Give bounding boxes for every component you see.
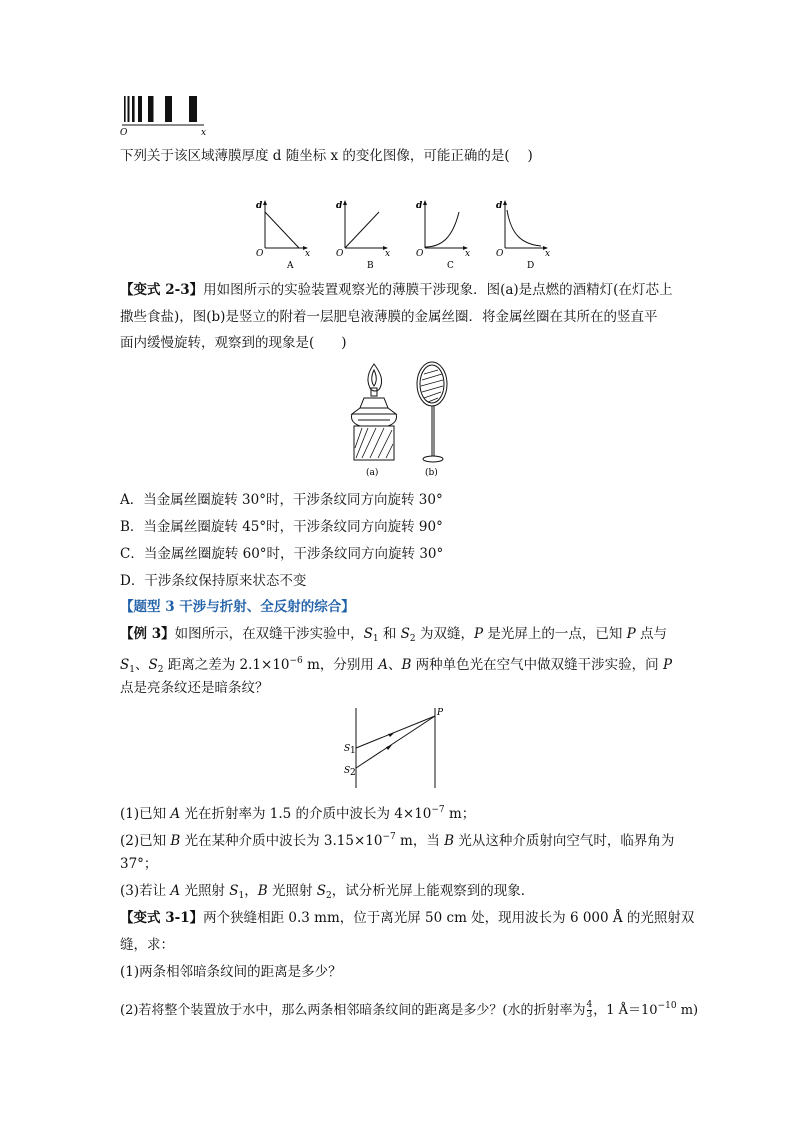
- variant-3-1-tag: 【变式 3-1】: [120, 910, 204, 926]
- graph-B: [335, 198, 393, 270]
- graph-D: [495, 198, 553, 270]
- graph-D-label: D: [527, 261, 535, 270]
- example-3-line1: 【例 3】如图所示，在双缝干涉实验中，$S_1$ 和 $S_2$ 为双缝，P 是光屏上的一点，已知 P 点与: [120, 626, 668, 644]
- graph-B-xlabel: x: [385, 249, 391, 259]
- variant-2-3-line1: [120, 280, 680, 300]
- example-3-q2-cont: 37°；: [120, 856, 158, 872]
- graph-A-xlabel: x: [305, 249, 311, 259]
- graph-C-label: C: [447, 261, 454, 270]
- ray-s1-arrow: [388, 733, 394, 737]
- graph-B-ylabel: d: [336, 201, 343, 211]
- variant-2-3-text1: 用如图所示的实验装置观察光的薄膜干涉现象．图(a)是点燃的酒精灯(在灯芯上: [203, 282, 673, 298]
- graph-C-curve: [425, 212, 459, 247]
- example-3-line2: $S_1$、$S_2$ 距离之差为 $2.1\times 10^{-6}$ m，分别用 A、B 两种单色光在空气中做双缝干涉实验，问 P: [120, 656, 673, 675]
- graph-B-origin: O: [336, 249, 344, 259]
- s2-label: S: [344, 766, 351, 776]
- origin-label: O: [120, 128, 128, 138]
- graph-D-ylabel: d: [496, 201, 503, 211]
- stripe-bars: [124, 96, 197, 122]
- graph-D-origin: O: [496, 249, 504, 259]
- ray-s2: [356, 716, 435, 768]
- variant-3-1-q2: (2)若将整个装置放于水中，那么两条相邻暗条纹间的距离是多少？(水的折射率为 $\frac{4}{3}$ ，1 $Å=10^{-10}$ m): [120, 1000, 699, 1020]
- graph-A-curve: [265, 212, 299, 248]
- example-3-q3: (3)若让 A 光照射 $S_1$，B 光照射 $S_2$，试分析光屏上能观察到的现象．: [120, 883, 535, 901]
- caption-a: (a): [366, 468, 379, 478]
- graph-C-xlabel: x: [465, 249, 471, 259]
- refraction-fraction: $\frac{4}{3}$: [586, 1000, 593, 1020]
- type-3-heading: 【题型 3 干涉与折射、全反射的综合】: [120, 599, 355, 615]
- graph-C-origin: O: [416, 249, 424, 259]
- wire-loop-film-icon: [417, 362, 447, 462]
- graph-D-xlabel: x: [545, 249, 551, 259]
- option-b: B．当金属丝圈旋转 45°时，干涉条纹同方向旋转 90°: [120, 519, 443, 535]
- variant-2-3-tag: 【变式 2-3】: [120, 282, 204, 298]
- example-3-q2: (2)已知 B 光在某种介质中波长为 $3.15\times 10^{-7}$ m，当 B 光从这种介质射向空气时，临界角为: [120, 832, 675, 849]
- graph-D-curve: [507, 210, 541, 246]
- graph-A: [255, 198, 313, 270]
- graph-C-ylabel: d: [416, 201, 423, 211]
- variant-3-1-line1: 【变式 3-1】两个狭缝相距 0.3 mm，位于离光屏 50 cm 处，现用波长为 6 000 Å 的光照射双: [120, 910, 695, 926]
- example-3-line3: 点是亮条纹还是暗条纹？: [120, 680, 269, 696]
- variant-2-3-line2: 撒些食盐)，图(b)是竖立的附着一层肥皂液薄膜的金属丝圈．将金属丝圈在其所在的竖直平: [120, 309, 658, 325]
- s2-sub: 2: [350, 768, 356, 778]
- graph-B-curve: [345, 212, 379, 248]
- graph-A-origin: O: [256, 249, 264, 259]
- double-slit-figure: [340, 704, 450, 790]
- ray-s1: [356, 716, 435, 748]
- graph-B-label: B: [367, 261, 374, 270]
- s1-label: S: [344, 744, 351, 754]
- question-prev-text: 下列关于该区域薄膜厚度 d 随坐标 x 的变化图像，可能正确的是( ): [120, 148, 533, 164]
- variant-3-1-line2: 缝，求：: [120, 937, 174, 953]
- variant-3-1-q1: (1)两条相邻暗条纹间的距离是多少？: [120, 964, 342, 980]
- s1-sub: 1: [350, 746, 356, 756]
- interference-stripes-figure: [118, 92, 210, 138]
- option-a: A．当金属丝圈旋转 30°时，干涉条纹同方向旋转 30°: [120, 492, 443, 508]
- point-p-label: P: [437, 708, 444, 718]
- example-3-q1: (1)已知 A 光在折射率为 1.5 的介质中波长为 $4\times 10^{-7}$ m；: [120, 805, 476, 822]
- example-3-tag: 【例 3】: [120, 626, 175, 642]
- variant-2-3-line3: 面内缓慢旋转，观察到的现象是( ): [120, 335, 347, 351]
- graph-C: [415, 198, 473, 270]
- x-axis-label: x: [201, 128, 207, 138]
- graph-A-label: A: [287, 261, 294, 270]
- alcohol-lamp-icon: [351, 364, 396, 460]
- option-d: D．干涉条纹保持原来状态不变: [120, 573, 307, 589]
- lamp-and-film-figure: [338, 358, 458, 480]
- caption-b: (b): [425, 468, 438, 478]
- option-c: C．当金属丝圈旋转 60°时，干涉条纹同方向旋转 30°: [120, 546, 444, 562]
- graph-A-ylabel: d: [256, 201, 263, 211]
